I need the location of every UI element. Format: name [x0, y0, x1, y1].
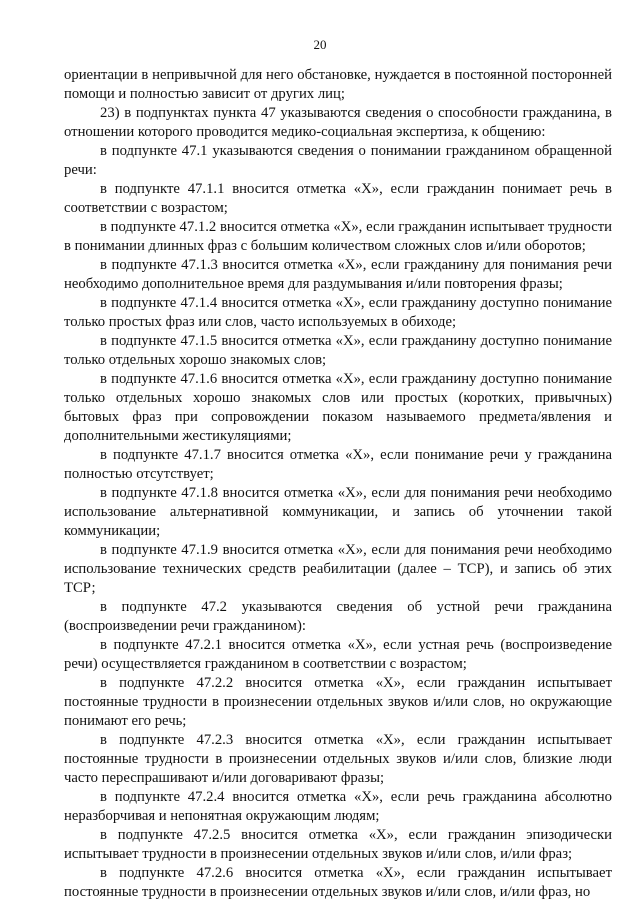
paragraph: ориентации в непривычной для него обстановке, нуждается в постоянной посторонней помощи и полностью зависит от других лиц; [64, 67, 612, 102]
paragraph: в подпункте 47.1.9 вносится отметка «Х», если для понимания речи необходимо использование технических средств реабилитации (далее – ТСР), и запись об этих ТСР; [64, 542, 612, 596]
paragraph: в подпункте 47.1.4 вносится отметка «Х», если гражданину доступно понимание только простых фраз или слов, часто используемых в обиходе; [64, 295, 612, 330]
paragraph: в подпункте 47.2.3 вносится отметка «Х», если гражданин испытывает постоянные трудности в произнесении отдельных звуков и/или слов, близкие люди часто переспрашивают и/или договаривают фразы; [64, 732, 612, 786]
paragraph: в подпункте 47.1 указываются сведения о понимании гражданином обращенной речи: [64, 143, 612, 178]
paragraph: в подпункте 47.1.1 вносится отметка «Х», если гражданин понимает речь в соответствии с возрастом; [64, 181, 612, 216]
paragraph: в подпункте 47.2.6 вносится отметка «Х», если гражданин испытывает постоянные трудности в произнесении отдельных звуков и/или слов, и/или фраз, но [64, 865, 612, 900]
paragraph: в подпункте 47.1.3 вносится отметка «Х», если гражданину для понимания речи необходимо дополнительное время для раздумывания и/или повторения фразы; [64, 257, 612, 292]
paragraph: в подпункте 47.2.5 вносится отметка «Х», если гражданин эпизодически испытывает трудности в произнесении отдельных звуков и/или слов, и/или фраз; [64, 827, 612, 862]
document-body [64, 66, 612, 902]
paragraph: в подпункте 47.2 указываются сведения об устной речи гражданина (воспроизведении речи гражданином): [64, 599, 612, 634]
paragraph: в подпункте 47.1.6 вносится отметка «Х», если гражданину доступно понимание только отдельных хорошо знакомых слов или простых (коротких, привычных) бытовых фраз при сопровождении показом называемого предмета/явления и дополнительными жестикуляциями; [64, 371, 612, 444]
paragraph: 23) в подпунктах пункта 47 указываются сведения о способности гражданина, в отношении которого проводится медико-социальная экспертиза, к общению: [64, 105, 612, 140]
paragraph: в подпункте 47.1.5 вносится отметка «Х», если гражданину доступно понимание только отдельных хорошо знакомых слов; [64, 333, 612, 368]
paragraph: в подпункте 47.2.2 вносится отметка «Х», если гражданин испытывает постоянные трудности в произнесении отдельных звуков и/или слов, но окружающие понимают его речь; [64, 675, 612, 729]
paragraph: в подпункте 47.1.7 вносится отметка «Х», если понимание речи у гражданина полностью отсутствует; [64, 447, 612, 482]
paragraph: в подпункте 47.1.2 вносится отметка «Х», если гражданин испытывает трудности в понимании длинных фраз с большим количеством сложных слов и/или оборотов; [64, 219, 612, 254]
paragraph: в подпункте 47.2.1 вносится отметка «Х», если устная речь (воспроизведение речи) осуществляется гражданином в соответствии с возрастом; [64, 637, 612, 672]
paragraph: в подпункте 47.2.4 вносится отметка «Х», если речь гражданина абсолютно неразборчивая и непонятная окружающим людям; [64, 789, 612, 824]
page-number: 20 [313, 37, 327, 52]
paragraph: в подпункте 47.1.8 вносится отметка «Х», если для понимания речи необходимо использование альтернативной коммуникации, и запись об уточнении такой коммуникации; [64, 485, 612, 539]
